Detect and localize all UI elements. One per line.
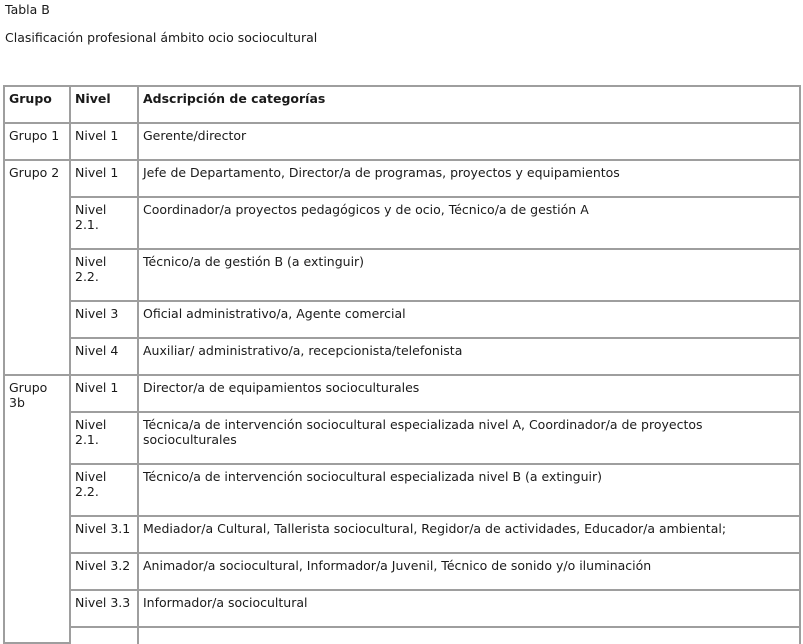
table-row bbox=[5, 161, 801, 198]
table-row bbox=[5, 250, 801, 302]
table-row bbox=[5, 591, 801, 628]
nivel-cell: Nivel 2.2. bbox=[71, 250, 139, 302]
nivel-cell: Nivel 4 bbox=[71, 339, 139, 376]
categorias-cell: Técnica/a de intervención sociocultural especializada nivel A, Coordinador/a de proyectos socioculturales bbox=[139, 413, 801, 465]
categorias-cell bbox=[139, 628, 801, 644]
table-row bbox=[5, 376, 801, 413]
nivel-cell: Nivel 3.2 bbox=[71, 554, 139, 591]
header-grupo: Grupo bbox=[5, 87, 71, 124]
grupo-cell: Grupo 2 bbox=[5, 161, 71, 376]
grupo-cell: Grupo 3b bbox=[5, 376, 71, 644]
table-title: Clasificación profesional ámbito ocio sociocultural bbox=[5, 30, 318, 45]
categorias-cell: Mediador/a Cultural, Tallerista sociocultural, Regidor/a de actividades, Educador/a ambiental; bbox=[139, 517, 801, 554]
nivel-cell bbox=[71, 628, 139, 644]
table-row bbox=[5, 628, 801, 644]
categorias-cell: Oficial administrativo/a, Agente comercial bbox=[139, 302, 801, 339]
table-row bbox=[5, 124, 801, 161]
table-row bbox=[5, 554, 801, 591]
table-row bbox=[5, 302, 801, 339]
table-row bbox=[5, 517, 801, 554]
nivel-cell: Nivel 2.1. bbox=[71, 413, 139, 465]
grupo-cell: Grupo 1 bbox=[5, 124, 71, 161]
table-label: Tabla B bbox=[5, 2, 50, 17]
nivel-cell: Nivel 2.1. bbox=[71, 198, 139, 250]
header-categorias: Adscripción de categorías bbox=[139, 87, 801, 124]
categorias-cell: Director/a de equipamientos socioculturales bbox=[139, 376, 801, 413]
nivel-cell: Nivel 1 bbox=[71, 376, 139, 413]
categorias-cell: Animador/a sociocultural, Informador/a Juvenil, Técnico de sonido y/o iluminación bbox=[139, 554, 801, 591]
nivel-cell: Nivel 1 bbox=[71, 124, 139, 161]
classification-table bbox=[3, 85, 801, 644]
table-row bbox=[5, 198, 801, 250]
categorias-cell: Coordinador/a proyectos pedagógicos y de ocio, Técnico/a de gestión A bbox=[139, 198, 801, 250]
categorias-cell: Jefe de Departamento, Director/a de programas, proyectos y equipamientos bbox=[139, 161, 801, 198]
nivel-cell: Nivel 1 bbox=[71, 161, 139, 198]
categorias-cell: Gerente/director bbox=[139, 124, 801, 161]
nivel-cell: Nivel 3.1 bbox=[71, 517, 139, 554]
header-nivel: Nivel bbox=[71, 87, 139, 124]
categorias-cell: Técnico/a de gestión B (a extinguir) bbox=[139, 250, 801, 302]
nivel-cell: Nivel 3.3 bbox=[71, 591, 139, 628]
table-row bbox=[5, 465, 801, 517]
nivel-cell: Nivel 3 bbox=[71, 302, 139, 339]
table-row bbox=[5, 413, 801, 465]
categorias-cell: Informador/a sociocultural bbox=[139, 591, 801, 628]
table-header-row bbox=[5, 87, 801, 124]
categorias-cell: Técnico/a de intervención sociocultural especializada nivel B (a extinguir) bbox=[139, 465, 801, 517]
categorias-cell: Auxiliar/ administrativo/a, recepcionista/telefonista bbox=[139, 339, 801, 376]
table-row bbox=[5, 339, 801, 376]
nivel-cell: Nivel 2.2. bbox=[71, 465, 139, 517]
